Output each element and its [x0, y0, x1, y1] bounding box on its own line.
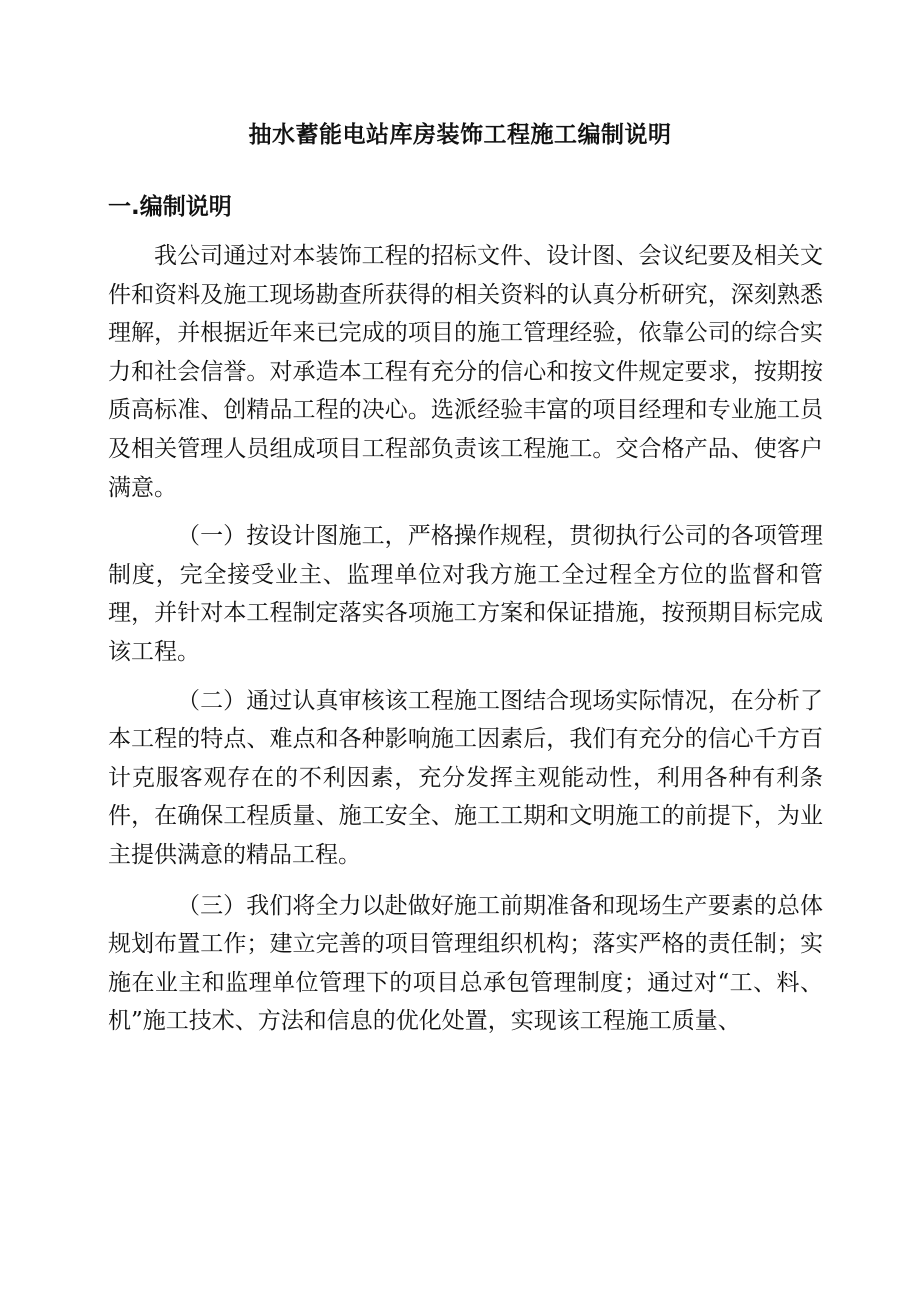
paragraph-intro: 我公司通过对本装饰工程的招标文件、设计图、会议纪要及相关文件和资料及施工现场勘查所获得的相关资料的认真分析研究，深刻熟悉理解，并根据近年来已完成的项目的施工管理经验，依靠公司的综合实力和社会信誉。对承造本工程有充分的信心和按文件规定要求，按期按质高标准、创精品工程的决心。选派经验丰富的项目经理和专业施工员及相关管理人员组成项目工程部负责该工程施工。交合格产品、使客户满意。 — [108, 243, 823, 501]
paragraph-item-2: （二）通过认真审核该工程施工图结合现场实际情况，在分析了本工程的特点、难点和各种影响施工因素后，我们有充分的信心千方百计克服客观存在的不利因素，充分发挥主观能动性，利用各种有利条件，在确保工程质量、施工安全、施工工期和文明施工的前提下，为业主提供满意的精品工程。 — [108, 687, 823, 868]
section-body — [108, 237, 823, 1041]
paragraph-item-1: （一）按设计图施工，严格操作规程，贯彻执行公司的各项管理制度，完全接受业主、监理单位对我方施工全过程全方位的监督和管理，并针对本工程制定落实各项施工方案和保证措施，按预期目标完成该工程。 — [108, 523, 823, 665]
section-heading: 一.编制说明 — [108, 194, 232, 220]
paragraph-item-3: （三）我们将全力以赴做好施工前期准备和现场生产要素的总体规划布置工作；建立完善的项目管理组织机构；落实严格的责任制；实施在业主和监理单位管理下的项目总承包管理制度；通过对“工、料、机”施工技术、方法和信息的优化处置，实现该工程施工质量、 — [108, 892, 823, 1035]
document-title: 抽水蓄能电站库房装饰工程施工编制说明 — [248, 122, 672, 148]
